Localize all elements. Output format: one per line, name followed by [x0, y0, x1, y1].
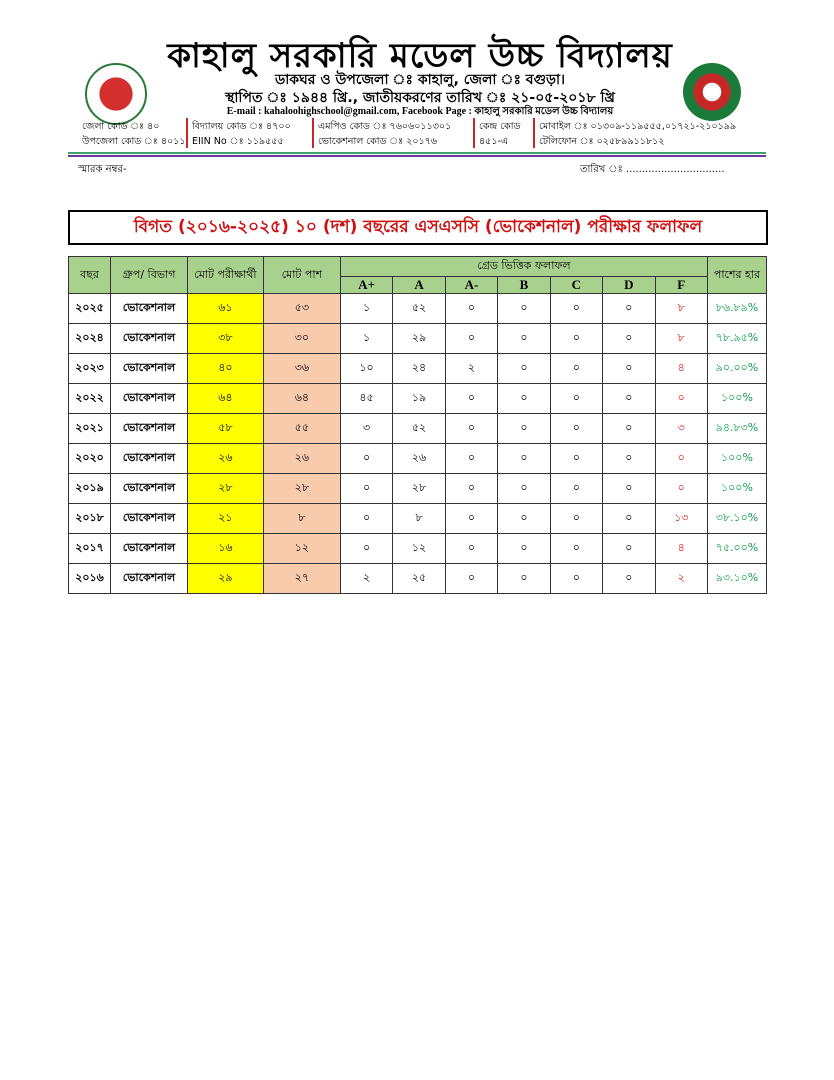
cell-grade-a-plus: ০ — [340, 504, 392, 534]
cell-group: ভোকেশনাল — [110, 534, 187, 564]
cell-grade-a-minus: ০ — [445, 324, 497, 354]
cell-grade-a-minus: ০ — [445, 444, 497, 474]
cell-total-pass: ২৭ — [263, 564, 340, 594]
cell-group: ভোকেশনাল — [110, 564, 187, 594]
cell-group: ভোকেশনাল — [110, 414, 187, 444]
cell-grade-c: ০ — [550, 384, 602, 414]
cell-grade-c: ০ — [550, 354, 602, 384]
cell-grade-d: ০ — [603, 294, 655, 324]
cell-grade-a-plus: ০ — [340, 444, 392, 474]
cell-grade-f: ৮ — [655, 324, 707, 354]
cell-grade-a: ৫২ — [393, 414, 445, 444]
cell-grade-b: ০ — [498, 294, 550, 324]
cell-year: ২০১৭ — [69, 534, 111, 564]
cell-total-examinees: ২৯ — [187, 564, 263, 594]
cell-total-pass: ৬৪ — [263, 384, 340, 414]
cell-grade-d: ০ — [603, 414, 655, 444]
table-row — [69, 474, 767, 504]
header-grade: D — [603, 277, 655, 294]
cell-total-pass: ২৬ — [263, 444, 340, 474]
cell-grade-c: ০ — [550, 504, 602, 534]
cell-grade-a-minus: ০ — [445, 384, 497, 414]
cell-year: ২০২১ — [69, 414, 111, 444]
cell-group: ভোকেশনাল — [110, 444, 187, 474]
cell-pass-rate: ৯৩.১০% — [707, 564, 766, 594]
cell-total-examinees: ২৮ — [187, 474, 263, 504]
school-name: কাহালু সরকারি মডেল উচ্চ বিদ্যালয় — [167, 36, 673, 76]
cell-pass-rate: ৮৬.৮৯% — [707, 294, 766, 324]
header-grade: A- — [445, 277, 497, 294]
cell-total-examinees: ২১ — [187, 504, 263, 534]
cell-grade-a-minus: ০ — [445, 564, 497, 594]
cell-grade-c: ০ — [550, 534, 602, 564]
cell-grade-d: ০ — [603, 534, 655, 564]
cell-total-pass: ৫৩ — [263, 294, 340, 324]
table-row — [69, 564, 767, 594]
cell-grade-d: ০ — [603, 384, 655, 414]
header-rate: পাশের হার — [707, 257, 766, 294]
cell-grade-d: ০ — [603, 564, 655, 594]
cell-grade-a: ২৮ — [393, 474, 445, 504]
header-grade: B — [498, 277, 550, 294]
cell-grade-f: ৮ — [655, 294, 707, 324]
cell-grade-b: ০ — [498, 384, 550, 414]
cell-group: ভোকেশনাল — [110, 324, 187, 354]
info-school: বিদ্যালয় কোড ঃ ৪৭০০ EIIN No ঃ ১১৯৫৫৫ — [192, 121, 291, 147]
cell-grade-a-plus: ১ — [340, 294, 392, 324]
government-seal-logo — [85, 63, 147, 125]
cell-pass-rate: ১০০% — [707, 444, 766, 474]
info-district: জেলা কোড ঃ ৪০ উপজেলা কোড ঃ ৪০১১ — [82, 121, 186, 147]
cell-grade-a: ২৯ — [393, 324, 445, 354]
cell-year: ২০২৩ — [69, 354, 111, 384]
cell-grade-a: ৮ — [393, 504, 445, 534]
cell-grade-a-plus: ০ — [340, 474, 392, 504]
cell-grade-c: ০ — [550, 294, 602, 324]
cell-year: ২০১৯ — [69, 474, 111, 504]
cell-total-examinees: ৪০ — [187, 354, 263, 384]
table-row — [69, 414, 767, 444]
cell-grade-f: ৪ — [655, 354, 707, 384]
info-phone: মোবাইল ঃ ০১৩০৯-১১৯৫৫৫,০১৭২১-২১০১৯৯ টেলিফোন ঃ ০২৫৮৯৯১১৮১২ — [539, 121, 737, 147]
cell-grade-b: ০ — [498, 564, 550, 594]
report-title: বিগত (২০১৬-২০২৫) ১০ (দশ) বছরের এসএসসি (ভোকেশনাল) পরীক্ষার ফলাফল — [68, 210, 768, 245]
cell-grade-b: ০ — [498, 444, 550, 474]
cell-pass-rate: ৩৮.১০% — [707, 504, 766, 534]
table-row — [69, 354, 767, 384]
info-mpo: এমপিও কোড ঃ ৭৬০৬০১১৩০১ ভোকেশনাল কোড ঃ ২০১৭৬ — [318, 121, 452, 147]
cell-grade-a-plus: ২ — [340, 564, 392, 594]
cell-grade-a: ১৯ — [393, 384, 445, 414]
cell-grade-a-plus: ০ — [340, 534, 392, 564]
table-row — [69, 504, 767, 534]
cell-grade-c: ০ — [550, 414, 602, 444]
cell-total-examinees: ৬৪ — [187, 384, 263, 414]
cell-grade-f: ২ — [655, 564, 707, 594]
address: ডাকঘর ও উপজেলা ঃ কাহালু, জেলা ঃ বগুড়া। — [274, 72, 566, 88]
cell-total-pass: ১২ — [263, 534, 340, 564]
results-table — [68, 256, 767, 594]
cell-grade-d: ০ — [603, 504, 655, 534]
table-row — [69, 384, 767, 414]
cell-grade-b: ০ — [498, 474, 550, 504]
cell-grade-b: ০ — [498, 504, 550, 534]
header-grade: C — [550, 277, 602, 294]
header-grade: F — [655, 277, 707, 294]
cell-pass-rate: ৯৪.৮৩% — [707, 414, 766, 444]
cell-total-pass: ৩৬ — [263, 354, 340, 384]
cell-grade-b: ০ — [498, 324, 550, 354]
cell-grade-d: ০ — [603, 354, 655, 384]
cell-grade-d: ০ — [603, 324, 655, 354]
table-row — [69, 294, 767, 324]
cell-grade-a-plus: ৪৫ — [340, 384, 392, 414]
cell-group: ভোকেশনাল — [110, 474, 187, 504]
cell-grade-a-minus: ২ — [445, 354, 497, 384]
header-group: গ্রুপ/ বিভাগ — [110, 257, 187, 294]
contact: E-mail : kahaloohighschool@gmail.com, Facebook Page : কাহালু সরকারি মডেল উচ্চ বিদ্যালয় — [226, 106, 614, 117]
cell-grade-f: ০ — [655, 444, 707, 474]
cell-total-pass: ৩০ — [263, 324, 340, 354]
cell-grade-a-plus: ১০ — [340, 354, 392, 384]
cell-grade-c: ০ — [550, 474, 602, 504]
cell-total-pass: ৫৫ — [263, 414, 340, 444]
cell-grade-d: ০ — [603, 474, 655, 504]
cell-year: ২০২৪ — [69, 324, 111, 354]
cell-year: ২০২৫ — [69, 294, 111, 324]
header-year: বছর — [69, 257, 111, 294]
cell-group: ভোকেশনাল — [110, 354, 187, 384]
cell-grade-a: ২৫ — [393, 564, 445, 594]
cell-grade-c: ০ — [550, 564, 602, 594]
cell-grade-f: ১৩ — [655, 504, 707, 534]
cell-group: ভোকেশনাল — [110, 504, 187, 534]
cell-pass-rate: ৯০.০০% — [707, 354, 766, 384]
table-row — [69, 534, 767, 564]
info-centre: কেন্দ্র কোড ৪৫১-এ — [479, 121, 521, 147]
cell-grade-a-minus: ০ — [445, 294, 497, 324]
cell-total-examinees: ৩৮ — [187, 324, 263, 354]
cell-total-examinees: ২৬ — [187, 444, 263, 474]
cell-group: ভোকেশনাল — [110, 384, 187, 414]
cell-pass-rate: ৭৮.৯৫% — [707, 324, 766, 354]
divider-line — [68, 152, 766, 154]
cell-grade-f: ০ — [655, 474, 707, 504]
cell-pass-rate: ১০০% — [707, 384, 766, 414]
cell-grade-f: ৪ — [655, 534, 707, 564]
cell-year: ২০২০ — [69, 444, 111, 474]
cell-total-pass: ৮ — [263, 504, 340, 534]
cell-grade-a-plus: ১ — [340, 324, 392, 354]
cell-year: ২০১৬ — [69, 564, 111, 594]
cell-grade-f: ০ — [655, 384, 707, 414]
cell-grade-c: ০ — [550, 324, 602, 354]
header-pass: মোট পাশ — [263, 257, 340, 294]
cell-grade-b: ০ — [498, 534, 550, 564]
established: স্থাপিত ঃ ১৯৪৪ খ্রি., জাতীয়করণের তারিখ ঃ ২১-০৫-২০১৮ খ্রি — [225, 90, 615, 106]
header-grade: A — [393, 277, 445, 294]
cell-grade-a-minus: ০ — [445, 504, 497, 534]
memo-number: স্মারক নম্বর- — [78, 164, 127, 175]
cell-grade-f: ৩ — [655, 414, 707, 444]
cell-grade-a-minus: ০ — [445, 414, 497, 444]
cell-grade-a: ২৪ — [393, 354, 445, 384]
cell-grade-b: ০ — [498, 354, 550, 384]
cell-grade-a: ১২ — [393, 534, 445, 564]
school-logo — [683, 63, 741, 121]
header-grade-group: গ্রেড ভিত্তিক ফলাফল — [340, 257, 707, 277]
cell-group: ভোকেশনাল — [110, 294, 187, 324]
header-total: মোট পরীক্ষার্থী — [187, 257, 263, 294]
cell-grade-a-plus: ৩ — [340, 414, 392, 444]
date-field: তারিখ ঃ ............................... — [580, 164, 725, 175]
cell-total-examinees: ৫৮ — [187, 414, 263, 444]
cell-grade-d: ০ — [603, 444, 655, 474]
cell-grade-c: ০ — [550, 444, 602, 474]
header-grade: A+ — [340, 277, 392, 294]
cell-pass-rate: ১০০% — [707, 474, 766, 504]
cell-year: ২০১৮ — [69, 504, 111, 534]
cell-grade-a-minus: ০ — [445, 474, 497, 504]
cell-total-examinees: ১৬ — [187, 534, 263, 564]
cell-grade-a: ২৬ — [393, 444, 445, 474]
table-row — [69, 444, 767, 474]
cell-grade-a: ৫২ — [393, 294, 445, 324]
cell-grade-b: ০ — [498, 414, 550, 444]
cell-total-examinees: ৬১ — [187, 294, 263, 324]
cell-grade-a-minus: ০ — [445, 534, 497, 564]
table-row — [69, 324, 767, 354]
cell-pass-rate: ৭৫.০০% — [707, 534, 766, 564]
cell-year: ২০২২ — [69, 384, 111, 414]
cell-total-pass: ২৮ — [263, 474, 340, 504]
divider-line — [68, 155, 766, 157]
